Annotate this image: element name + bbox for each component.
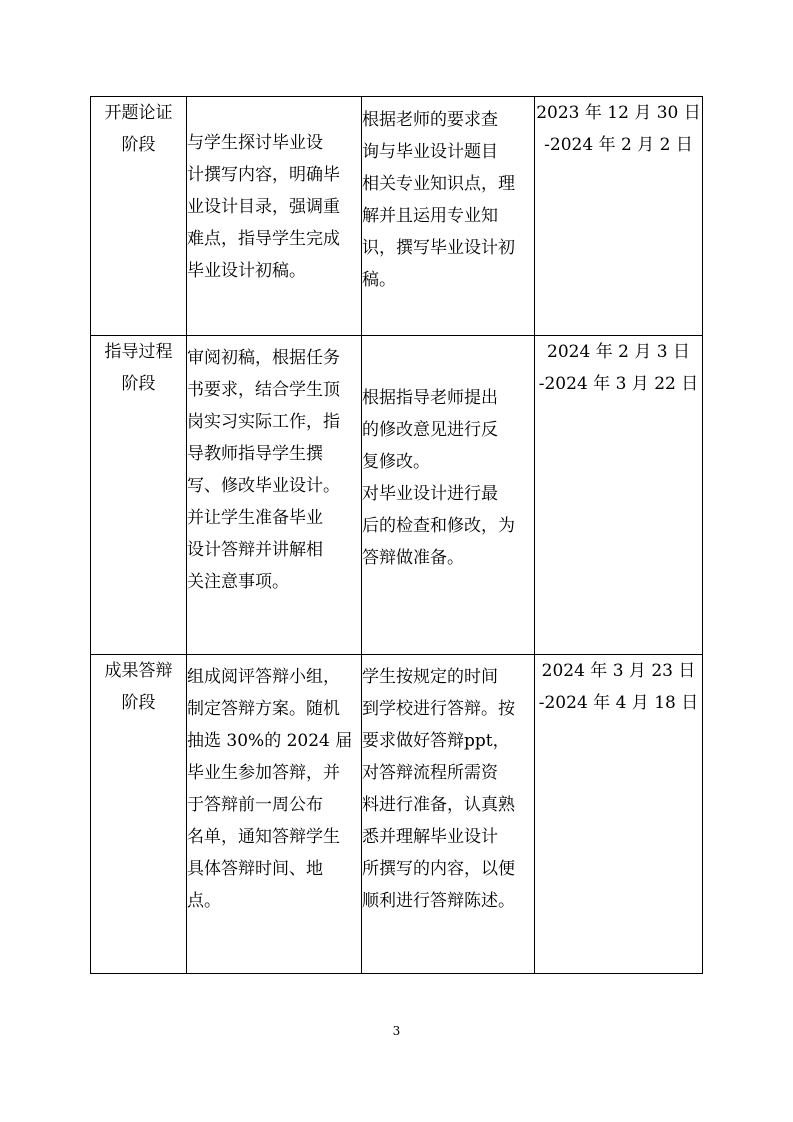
task-cell [187, 336, 362, 655]
student-line: 对答辩流程所需资 [362, 763, 498, 783]
time-line: -2024 年 2 月 2 日 [544, 135, 693, 155]
task-cell [187, 655, 362, 974]
task-line: 导教师指导学生撰 [187, 444, 323, 464]
stage-cell [91, 97, 187, 336]
task-line: 具体答辩时间、地 [187, 859, 323, 879]
task-line: 于答辩前一周公布 [187, 795, 323, 815]
student-line: 所撰写的内容，以便 [362, 859, 515, 879]
task-line: 并让学生准备毕业 [187, 508, 323, 528]
time-cell [535, 97, 703, 336]
student-line: 根据老师的要求查 [362, 110, 498, 130]
schedule-table [90, 96, 703, 974]
stage-line: 阶段 [121, 135, 156, 155]
student-line: 询与毕业设计题目 [362, 142, 498, 162]
task-line: 毕业生参加答辩，并 [187, 763, 340, 783]
task-line: 书要求，结合学生顶 [187, 380, 340, 400]
stage-line: 成果答辩 [104, 661, 173, 681]
task-line: 名单，通知答辩学生 [187, 827, 340, 847]
student-line: 相关专业知识点，理 [362, 174, 515, 194]
stage-line: 阶段 [121, 374, 156, 394]
task-line: 与学生探讨毕业设 [187, 133, 323, 153]
task-line: 审阅初稿，根据任务 [187, 348, 340, 368]
task-line: 毕业设计初稿。 [187, 261, 306, 281]
stage-cell [91, 655, 187, 974]
task-line: 组成阅评答辩小组， [187, 667, 340, 687]
student-line: 解并且运用专业知 [362, 206, 498, 226]
time-line: 2024 年 2 月 3 日 [547, 342, 690, 362]
stage-line: 阶段 [121, 693, 156, 713]
stage-cell [91, 336, 187, 655]
task-line: 制定答辩方案。随机 [187, 699, 340, 719]
student-line: 到学校进行答辩。按 [362, 699, 515, 719]
student-line: 料进行准备，认真熟 [362, 795, 515, 815]
student-line: 悉并理解毕业设计 [362, 827, 498, 847]
stage-line: 指导过程 [104, 342, 173, 362]
student-line: 学生按规定的时间 [362, 667, 498, 687]
student-line: 识，撰写毕业设计初 [362, 238, 515, 258]
student-cell [362, 336, 535, 655]
student-line: 稿。 [362, 270, 396, 290]
time-line: 2023 年 12 月 30 日 [536, 103, 701, 123]
student-line: 的修改意见进行反 [362, 420, 498, 440]
time-cell [535, 336, 703, 655]
student-cell [362, 655, 535, 974]
task-line: 难点，指导学生完成 [187, 229, 340, 249]
task-line: 业设计目录，强调重 [187, 197, 340, 217]
student-line: 复修改。 [362, 452, 430, 472]
task-line: 设计答辩并讲解相 [187, 540, 323, 560]
task-line: 写、修改毕业设计。 [187, 476, 340, 496]
table-row [91, 655, 703, 974]
task-cell [187, 97, 362, 336]
student-line: 根据指导老师提出 [362, 388, 498, 408]
student-line: 后的检查和修改，为 [362, 516, 515, 536]
task-line: 抽选 30%的 2024 届 [187, 731, 353, 751]
task-line: 点。 [187, 891, 221, 911]
table-row [91, 97, 703, 336]
student-line: 要求做好答辩ppt， [362, 731, 510, 751]
student-line: 顺利进行答辩陈述。 [362, 891, 515, 911]
task-line: 关注意事项。 [187, 572, 289, 592]
stage-line: 开题论证 [104, 103, 173, 123]
time-line: 2024 年 3 月 23 日 [541, 661, 696, 681]
time-cell [535, 655, 703, 974]
student-line: 对毕业设计进行最 [362, 484, 498, 504]
table-row [91, 336, 703, 655]
page-number: 3 [392, 1024, 401, 1038]
time-line: -2024 年 3 月 22 日 [538, 374, 699, 394]
task-line: 计撰写内容，明确毕 [187, 165, 340, 185]
student-line: 答辩做准备。 [362, 548, 464, 568]
time-line: -2024 年 4 月 18 日 [538, 693, 699, 713]
student-cell [362, 97, 535, 336]
task-line: 岗实习实际工作，指 [187, 412, 340, 432]
